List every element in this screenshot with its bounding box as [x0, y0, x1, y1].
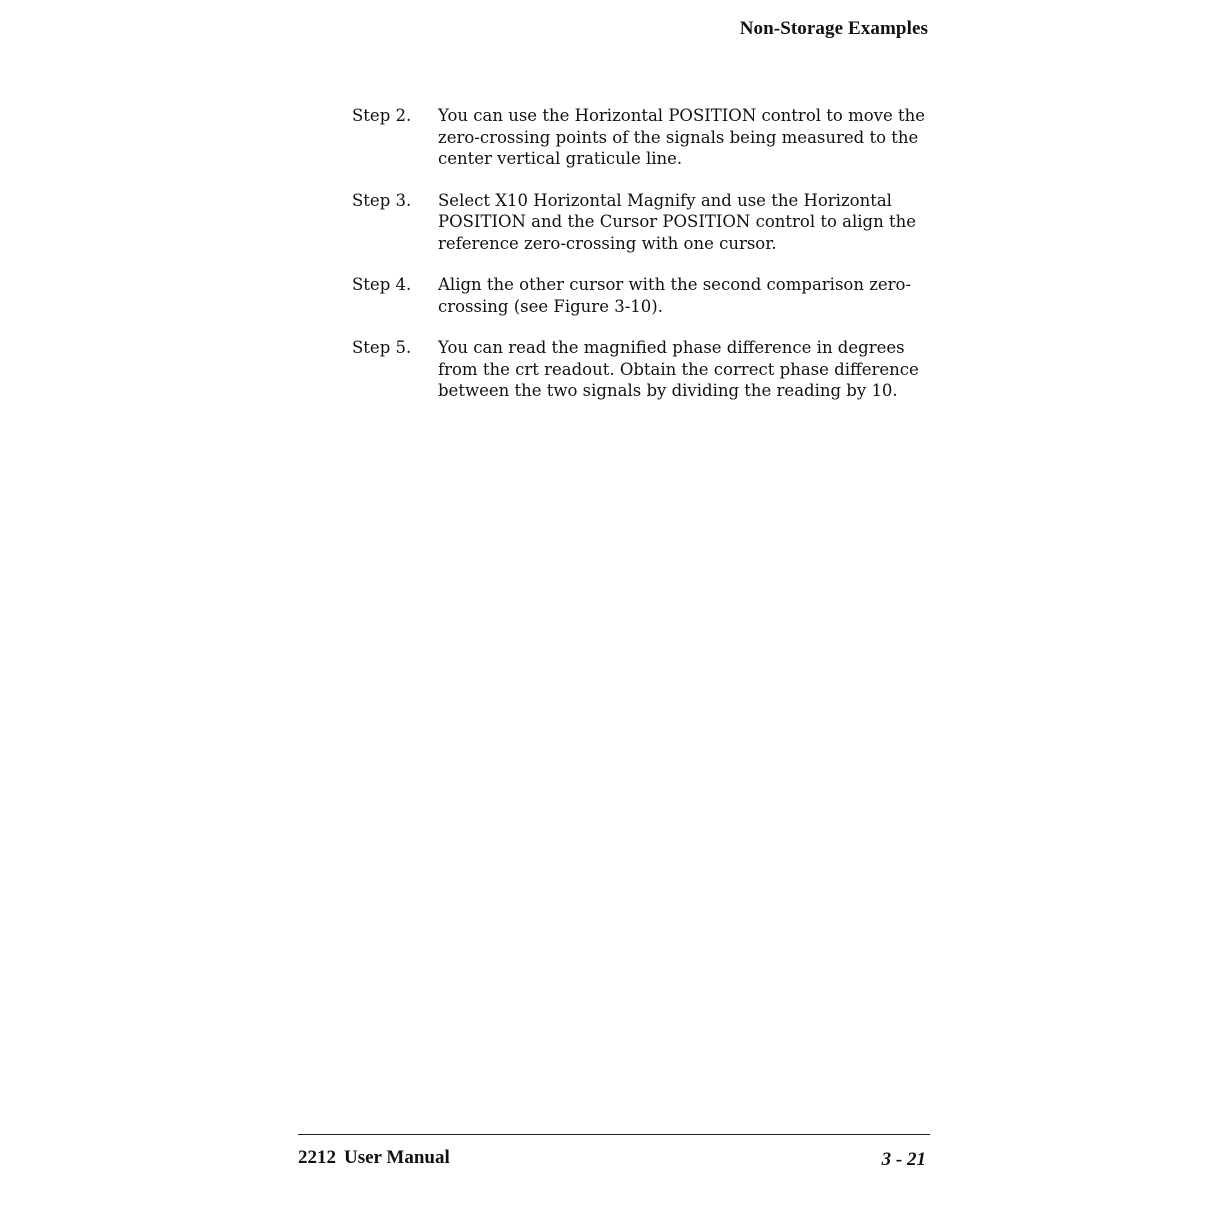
footer-manual-title	[298, 1147, 450, 1169]
step-text: You can read the magnified phase difference in degrees from the crt readout. Obtain the correct phase difference between the two signals by dividing the reading by 10.	[438, 338, 919, 400]
footer-rule	[298, 1134, 930, 1135]
step-label: Step 2.	[352, 106, 412, 125]
step-item	[352, 105, 952, 170]
step-item	[352, 190, 952, 255]
step-label: Step 4.	[352, 275, 412, 294]
step-label: Step 5.	[352, 338, 412, 357]
step-item	[352, 337, 952, 402]
step-text: Align the other cursor with the second comparison zero-crossing (see Figure 3-10).	[438, 275, 912, 316]
page-number: 3 - 21	[881, 1149, 926, 1170]
step-label: Step 3.	[352, 190, 412, 210]
step-list	[352, 105, 952, 422]
step-text: You can use the Horizontal POSITION control to move the zero-crossing points of the signals being measured to the center vertical graticule line.	[438, 106, 926, 168]
footer-manual-name: User Manual	[344, 1147, 450, 1168]
step-text: Select X10 Horizontal Magnify and use the Horizontal POSITION and the Cursor POSITION control to align the reference zero-crossing with one cursor.	[438, 190, 917, 253]
running-head: Non-Storage Examples	[739, 18, 928, 39]
step-item	[352, 274, 952, 317]
footer-model-number: 2212	[298, 1147, 336, 1168]
